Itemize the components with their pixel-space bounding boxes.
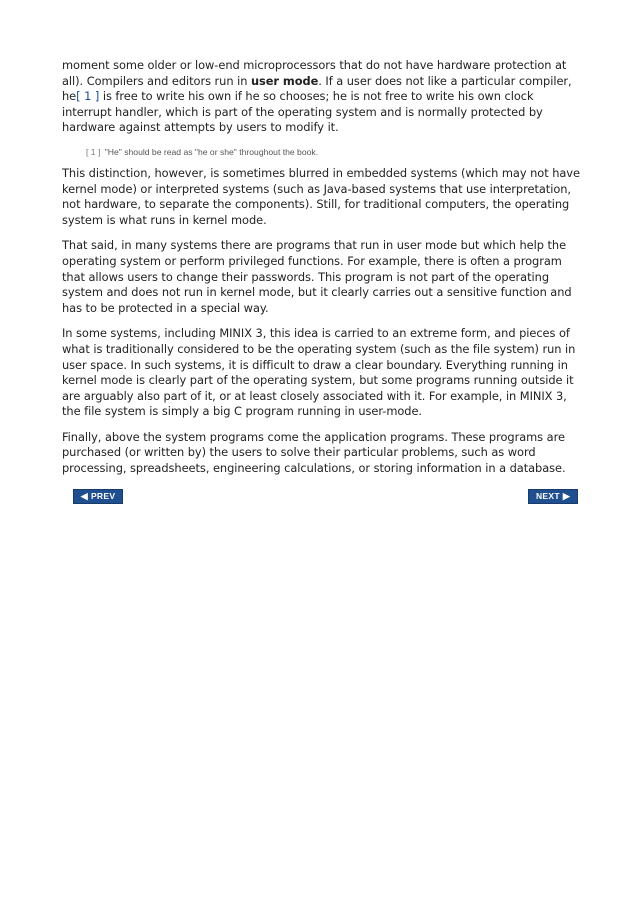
- next-button[interactable]: [528, 489, 578, 504]
- paragraph-1-text-a: moment some older or low-end microprocessors that do not have hardware protection at all). Compilers and editors run in: [62, 58, 567, 88]
- paragraph-1-text-b: . If a user does not like a particular compiler, he: [62, 73, 572, 104]
- paragraph-application-programs: Finally, above the system programs come the application programs. These programs are purchased (or written by) the users to solve their particular problems, such as word processing, spreadsheets, engineering calculations, or storing information in a database.: [62, 429, 566, 476]
- footnote-1-mark: [ 1 ]: [86, 146, 101, 157]
- footnote-1-link[interactable]: [ 1 ]: [76, 89, 100, 104]
- footnote-1: [86, 146, 582, 158]
- paragraph-minix-user-space: In some systems, including MINIX 3, this idea is carried to an extreme form, and pieces of what is traditionally considered to be the operating system (such as the file system) run in user space. In such systems, it is difficult to draw a clear boundary. Everything running in kernel mode is clearly part of the operating system, but some programs running outside it are arguably also part of it, or at least closely associated with it. For example, in MINIX 3, the file system is simply a big C program running in user-mode.: [62, 326, 576, 419]
- paragraph-1-text-c: is free to write his own if he so chooses; he is not free to write his own clock interrupt handler, which is part of the operating system and is normally protected by hardware against attempts by users to modify it.: [62, 89, 543, 135]
- paragraph-privileged-programs: That said, in many systems there are programs that run in user mode but which help the operating system or perform privileged functions. For example, there is often a program that allows users to change their passwords. This program is not part of the operating system and does not run in kernel mode, but it clearly carries out a sensitive function and has to be protected in a special way.: [62, 238, 572, 315]
- prev-button[interactable]: [73, 489, 123, 504]
- user-mode-term: user mode: [250, 73, 319, 88]
- paragraph-embedded-systems: This distinction, however, is sometimes blurred in embedded systems (which may not have kernel mode) or interpreted systems (such as Java-based systems that use interpretation, not hardware, to separate the components). Still, for traditional computers, the operating system is what runs in kernel mode.: [62, 165, 580, 227]
- arrow-right-icon: ▶: [562, 490, 571, 501]
- next-button-label: NEXT: [535, 490, 560, 501]
- prev-button-label: PREV: [90, 490, 116, 501]
- paragraph-user-mode: [62, 58, 582, 136]
- page-navigation: [62, 489, 582, 505]
- footnote-1-text: "He" should be read as "he or she" throughout the book.: [104, 146, 319, 157]
- page-content: [62, 58, 582, 505]
- arrow-left-icon: ◀: [80, 490, 88, 501]
